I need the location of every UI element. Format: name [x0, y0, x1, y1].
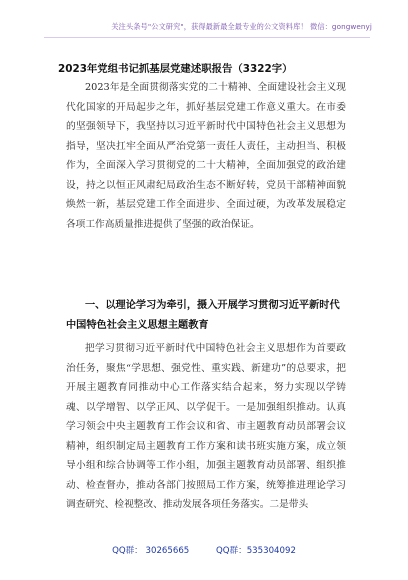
- footer-qq-group-1: QQ群： 30265665: [112, 546, 190, 556]
- paragraph-section-1: 把学习贯彻习近平新时代中国特色社会主义思想作为首要政治任务，聚焦“学思想、强党性、重实践、新建功”的总要求，把开展主题教育同推动中心工作落实结合起来，努力实现以学铸魂、以学增智、以学正风、以学促干。一是加强组织推动。认真学习领会中央主题教育工作会议和省、市主题教育动员部署会议精神，组织制定局主题教育工作方案和读书班实施方案，成立领导小组和综合协调等工作小组，加强主题教育动员部署、组织推动、检查督办，推动各部门按照局工作方案，统筹推进理论学习调查研究、检视整改、推动发展各项任务落实。二是带头: [66, 343, 346, 510]
- footer-qq-group-2: QQ群：535304092: [216, 546, 296, 556]
- paragraph-intro: 2023年是全面贯彻落实党的二十精神、全面建设社会主义现代化国家的开局起步之年，抓好基层党建工作意义重大。在市委的坚强领导下，我坚持以习近平新时代中国特色社会主义思想为指导，坚决扛牢全面从严治党第一责任人责任，主动担当、积极作为，全面深入学习贯彻党的二十大精神，全面加强党的政治建设，持之以恒正风肃纪局政治生态不断好转，党员干部精神面貌焕然一新，基层党建工作全面进步、全面过硬，为改革发展稳定各项工作高质量推进提供了坚强的政治保证。: [66, 82, 346, 230]
- footer: [0, 544, 408, 556]
- document-title: 2023年党组书记抓基层党建述职报告（3322字）: [58, 63, 293, 75]
- section-heading: 一、以理论学习为牵引，摄入开展学习贯彻习近平新时代中国特色社会主义思想主题教育: [66, 300, 340, 331]
- header-note: 关注头条号"公文研究"，获得最新最全最专业的公文资料库！ 微信：gongwenyj: [111, 22, 372, 31]
- header-divider: [44, 37, 370, 38]
